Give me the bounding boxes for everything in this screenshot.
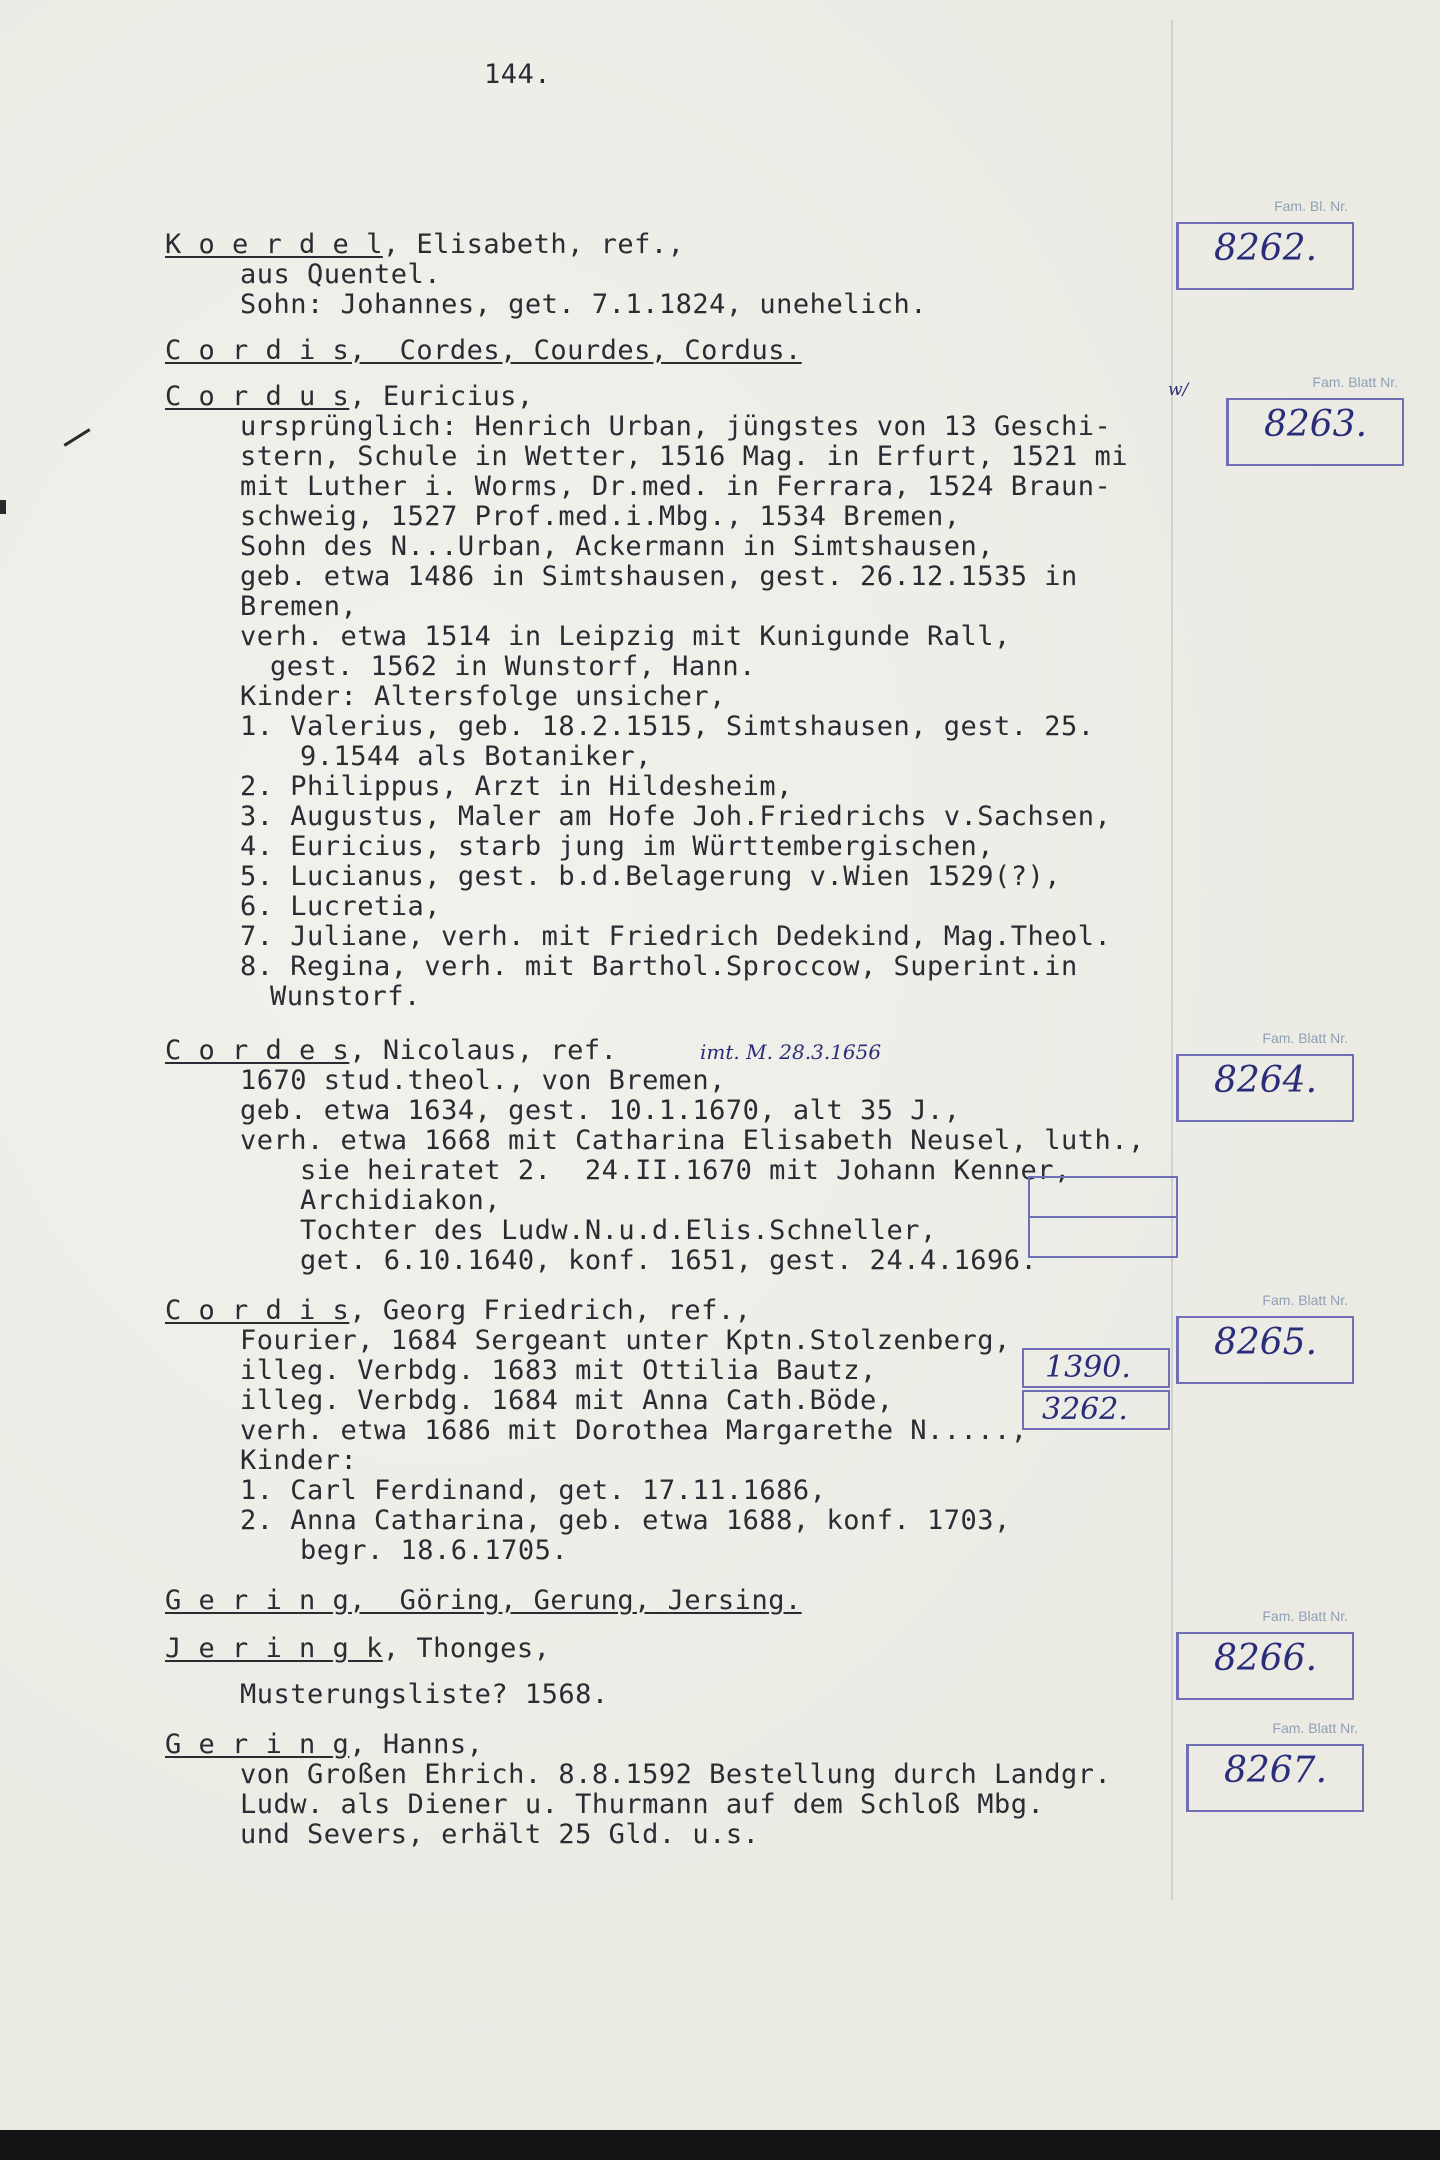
family-sheet-label: Fam. Blatt Nr. (1272, 1720, 1358, 1736)
entry-given-name: , Euricius, (349, 381, 534, 412)
entry-line: stern, Schule in Wetter, 1516 Mag. in Erfurt, 1521 mi (240, 441, 1129, 472)
entry-given-name: , Elisabeth, ref., (382, 229, 685, 260)
entry-line: verh. etwa 1514 in Leipzig mit Kunigunde Rall, (240, 621, 1011, 652)
child-item: 2. Philippus, Arzt in Hildesheim, (240, 771, 793, 802)
child-item: 6. Lucretia, (240, 891, 442, 922)
family-sheet-label: Fam. Blatt Nr. (1312, 374, 1398, 390)
child-item: 2. Anna Catharina, geb. etwa 1688, konf. 1703, (240, 1505, 1011, 1536)
family-sheet-label: Fam. Blatt Nr. (1262, 1608, 1348, 1624)
entry-line: Kinder: Altersfolge unsicher, (240, 681, 726, 712)
family-sheet-box (1176, 1608, 1354, 1700)
entry-line: illeg. Verbdg. 1683 mit Ottilia Bautz, (240, 1355, 877, 1386)
family-sheet-box (1176, 198, 1354, 290)
entry-line: 1670 stud.theol., von Bremen, (240, 1065, 726, 1096)
child-item: 4. Euricius, starb jung im Württembergischen, (240, 831, 994, 862)
family-sheet-label: Fam. Blatt Nr. (1262, 1292, 1348, 1308)
entry-line: verh. etwa 1686 mit Dorothea Margarethe N....., (240, 1415, 1028, 1446)
family-sheet-box (1176, 1292, 1354, 1384)
empty-reference-box (1028, 1216, 1178, 1258)
entry-line: geb. etwa 1486 in Simtshausen, gest. 26.12.1535 in (240, 561, 1078, 592)
entry-given-name: , Georg Friedrich, ref., (349, 1295, 752, 1326)
entry-line: illeg. Verbdg. 1684 mit Anna Cath.Böde, (240, 1385, 894, 1416)
child-item: 7. Juliane, verh. mit Friedrich Dedekind, Mag.Theol. (240, 921, 1112, 952)
child-item: 9.1544 als Botaniker, (300, 741, 652, 772)
surname-group-heading: C o r d i s, Cordes, Courdes, Cordus. (165, 335, 802, 366)
entry-line: begr. 18.6.1705. (300, 1535, 569, 1566)
child-item: 3. Augustus, Maler am Hofe Joh.Friedrichs v.Sachsen, (240, 801, 1112, 832)
entry-line: Archidiakon, (300, 1185, 502, 1216)
family-sheet-number: 8264. (1213, 1060, 1318, 1101)
entry-line: ursprünglich: Henrich Urban, jüngstes von 13 Geschi- (240, 411, 1112, 442)
entry-name: C o r d i s (165, 1295, 350, 1326)
family-sheet-box (1226, 374, 1404, 466)
child-item: 5. Lucianus, gest. b.d.Belagerung v.Wien 1529(?), (240, 861, 1062, 892)
handwritten-note: imt. M. 28.3.1656 (700, 1040, 882, 1064)
entry-given-name: , Nicolaus, ref. (349, 1035, 618, 1066)
entry-line: Sohn des N...Urban, Ackermann in Simtshausen, (240, 531, 994, 562)
fold-line (1171, 20, 1173, 1900)
entry-koerdel-heading (165, 230, 684, 260)
entry-gering-heading (165, 1730, 483, 1760)
entry-given-name: , Hanns, (349, 1729, 484, 1760)
entry-line: geb. etwa 1634, gest. 10.1.1670, alt 35 J., (240, 1095, 961, 1126)
handwritten-reference: 1390. (1045, 1350, 1131, 1385)
entry-given-name: , Thonges, (382, 1633, 551, 1664)
handwritten-reference: 3262. (1042, 1392, 1128, 1427)
entry-line: mit Luther i. Worms, Dr.med. in Ferrara, 1524 Braun- (240, 471, 1112, 502)
scan-edge (0, 2130, 1440, 2160)
entry-jeringk-heading (165, 1634, 550, 1664)
handwritten-annotation: w/ (1168, 380, 1189, 400)
family-sheet-number: 8267. (1223, 1750, 1328, 1791)
entry-line: Musterungsliste? 1568. (240, 1679, 609, 1710)
empty-reference-box (1028, 1176, 1178, 1218)
child-item: 8. Regina, verh. mit Barthol.Sproccow, Superint.in (240, 951, 1078, 982)
child-item: Wunstorf. (270, 981, 421, 1012)
entry-line: get. 6.10.1640, konf. 1651, gest. 24.4.1696. (300, 1245, 1038, 1276)
family-sheet-label: Fam. Bl. Nr. (1274, 198, 1348, 214)
family-sheet-number: 8266. (1213, 1638, 1318, 1679)
entry-line: verh. etwa 1668 mit Catharina Elisabeth Neusel, luth., (240, 1125, 1145, 1156)
margin-edge-mark (0, 500, 6, 514)
family-sheet-box (1176, 1030, 1354, 1122)
entry-line: gest. 1562 in Wunstorf, Hann. (270, 651, 756, 682)
entry-name: C o r d u s (165, 381, 350, 412)
family-sheet-number: 8263. (1263, 404, 1368, 445)
entry-name: G e r i n g (165, 1729, 350, 1760)
entry-line: Tochter des Ludw.N.u.d.Elis.Schneller, (300, 1215, 937, 1246)
child-item: 1. Valerius, geb. 18.2.1515, Simtshausen, gest. 25. (240, 711, 1095, 742)
entry-name: K o e r d e l (165, 229, 383, 260)
child-item: 1. Carl Ferdinand, get. 17.11.1686, (240, 1475, 827, 1506)
entry-line: schweig, 1527 Prof.med.i.Mbg., 1534 Bremen, (240, 501, 961, 532)
entry-line: Fourier, 1684 Sergeant unter Kptn.Stolzenberg, (240, 1325, 1011, 1356)
entry-line: Bremen, (240, 591, 358, 622)
entry-line: Sohn: Johannes, get. 7.1.1824, unehelich. (240, 289, 927, 320)
entry-cordus-heading (165, 382, 534, 412)
entry-line: und Severs, erhält 25 Gld. u.s. (240, 1819, 760, 1850)
entry-line: von Großen Ehrich. 8.8.1592 Bestellung durch Landgr. (240, 1759, 1112, 1790)
surname-group-heading: G e r i n g, Göring, Gerung, Jersing. (165, 1585, 802, 1616)
page-number: 144. (484, 59, 552, 90)
entry-cordis-heading (165, 1296, 751, 1326)
family-sheet-number: 8262. (1213, 228, 1318, 269)
entry-line: sie heiratet 2. 24.II.1670 mit Johann Kenner, (300, 1155, 1071, 1186)
family-sheet-box (1186, 1720, 1364, 1812)
entry-line: Kinder: (240, 1445, 358, 1476)
entry-cordes-heading (165, 1036, 617, 1066)
family-sheet-label: Fam. Blatt Nr. (1262, 1030, 1348, 1046)
entry-line: Ludw. als Diener u. Thurmann auf dem Schloß Mbg. (240, 1789, 1045, 1820)
entry-name: C o r d e s (165, 1035, 350, 1066)
family-sheet-number: 8265. (1213, 1322, 1318, 1363)
entry-name: J e r i n g k (165, 1633, 383, 1664)
entry-line: aus Quentel. (240, 259, 442, 290)
